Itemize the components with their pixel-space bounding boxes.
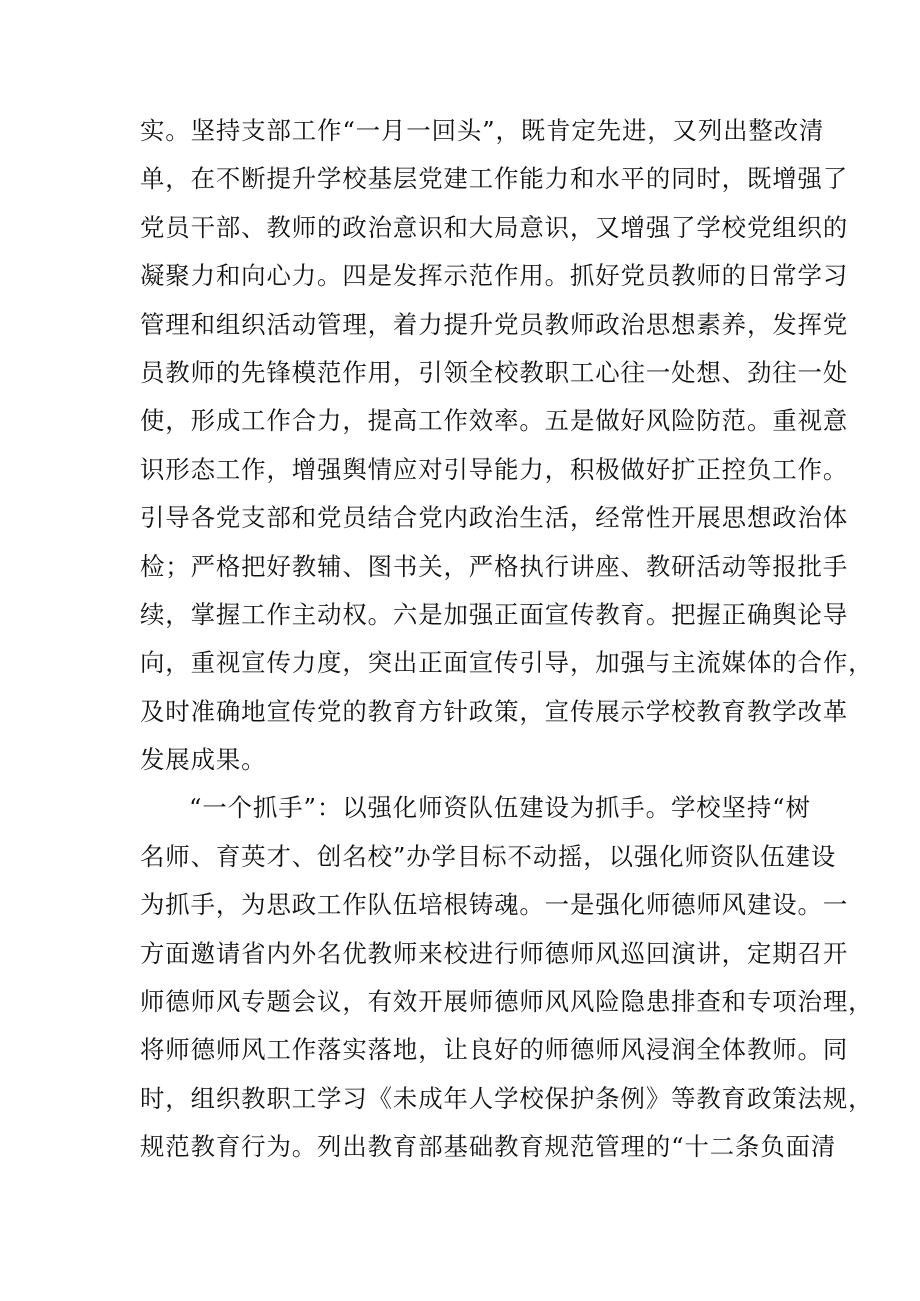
text-line: 名师、育英才、创名校”办学目标不动摇，以强化师资队伍建设 bbox=[140, 841, 837, 871]
text-line: 引导各党支部和党员结合党内政治生活，经常性开展思想政治体 bbox=[140, 503, 849, 533]
text-line: 使，形成工作合力，提高工作效率。五是做好风险防范。重视意 bbox=[140, 406, 849, 436]
text-line: 为抓手，为思政工作队伍培根铸魂。一是强化师德师风建设。一 bbox=[140, 890, 849, 920]
text-line: 党员干部、教师的政治意识和大局意识，又增强了学校党组织的 bbox=[140, 212, 849, 242]
text-line: “一个抓手”：以强化师资队伍建设为抓手。学校坚持“树 bbox=[189, 793, 811, 823]
text-line: 实。坚持支部工作“一月一回头”，既肯定先进，又列出整改清 bbox=[140, 116, 825, 145]
text-line: 方面邀请省内外名优教师来校进行师德师风巡回演讲，定期召开 bbox=[140, 938, 849, 968]
text-line: 检；严格把好教辅、图书关，严格执行讲座、教研活动等报批手 bbox=[140, 551, 849, 581]
text-line: 凝聚力和向心力。四是发挥示范作用。抓好党员教师的日常学习 bbox=[140, 261, 849, 291]
text-line: 规范教育行为。列出教育部基础教育规范管理的“十二条负面清 bbox=[140, 1132, 837, 1162]
text-line: 续，掌握工作主动权。六是加强正面宣传教育。把握正确舆论导 bbox=[140, 599, 849, 629]
paragraph-2 bbox=[140, 784, 874, 1171]
text-line: 时，组织教职工学习《未成年人学校保护条例》等教育政策法规， bbox=[140, 1083, 874, 1113]
paragraph-1 bbox=[140, 107, 874, 784]
text-line: 发展成果。 bbox=[140, 745, 267, 775]
text-line: 及时准确地宣传党的教育方针政策，宣传展示学校教育教学改革 bbox=[140, 696, 849, 726]
text-line: 单，在不断提升学校基层党建工作能力和水平的同时，既增强了 bbox=[140, 164, 849, 194]
text-line: 师德师风专题会议，有效开展师德师风风险隐患排查和专项治理， bbox=[140, 987, 874, 1017]
text-line: 管理和组织活动管理，着力提升党员教师政治思想素养，发挥党 bbox=[140, 309, 849, 339]
body-text bbox=[140, 107, 874, 1172]
text-line: 向，重视宣传力度，突出正面宣传引导，加强与主流媒体的合作， bbox=[140, 648, 874, 678]
text-line: 识形态工作，增强舆情应对引导能力，积极做好扩正控负工作。 bbox=[140, 454, 849, 484]
text-line: 将师德师风工作落实落地，让良好的师德师风浸润全体教师。同 bbox=[140, 1035, 849, 1065]
text-line: 员教师的先锋模范作用，引领全校教职工心往一处想、劲往一处 bbox=[140, 357, 849, 387]
